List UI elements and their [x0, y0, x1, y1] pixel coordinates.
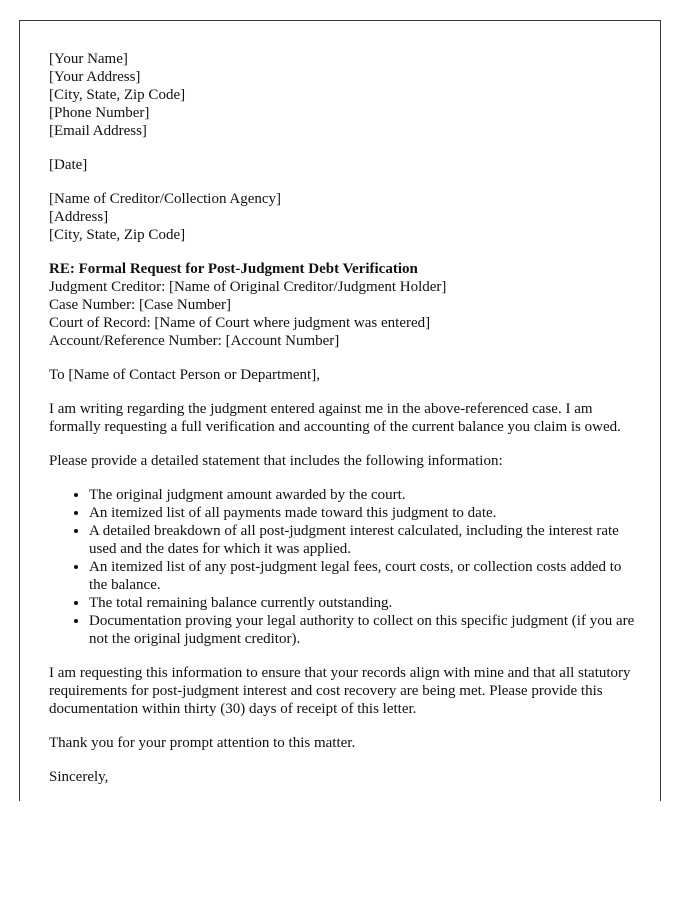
recipient-city-state-zip: [City, State, Zip Code] [49, 227, 186, 243]
sender-address: [Your Address] [49, 69, 141, 85]
list-item: • An itemized list of all payments made toward this judgment to date. [89, 504, 639, 522]
list-item: • The total remaining balance currently outstanding. [89, 594, 639, 612]
sender-city-state-zip: [City, State, Zip Code] [49, 87, 186, 103]
sender-block [49, 50, 639, 140]
date-block [49, 156, 639, 174]
recipient-block [49, 190, 639, 244]
list-intro-paragraph: Please provide a detailed statement that includes the following information: [49, 453, 503, 469]
intro-paragraph: I am writing regarding the judgment entered against me in the above-referenced case. I am formally requesting a full verification and accounting of the current balance you claim is owed. [49, 401, 621, 435]
list-item: • An itemized list of any post-judgment legal fees, court costs, or collection costs added to the balance. [89, 558, 639, 594]
court-of-record: Court of Record: [Name of Court where judgment was entered] [49, 315, 431, 331]
reference-block [49, 260, 639, 350]
closing: Sincerely, [49, 769, 109, 785]
sender-name: [Your Name] [49, 51, 128, 67]
recipient-address: [Address] [49, 209, 109, 225]
recipient-name: [Name of Creditor/Collection Agency] [49, 191, 282, 207]
list-item: • Documentation proving your legal authority to collect on this specific judgment (if you are not the original judgment creditor). [89, 612, 639, 648]
list-item: • The original judgment amount awarded by the court. [89, 486, 639, 504]
requested-items-list [49, 486, 639, 648]
letter-page [19, 20, 661, 801]
re-line: RE: Formal Request for Post-Judgment Debt Verification [49, 261, 418, 277]
sender-email: [Email Address] [49, 123, 147, 139]
case-number: Case Number: [Case Number] [49, 297, 232, 313]
account-number: Account/Reference Number: [Account Number] [49, 333, 340, 349]
salutation: To [Name of Contact Person or Department], [49, 367, 320, 383]
letter-content [49, 50, 639, 801]
thanks-paragraph: Thank you for your prompt attention to this matter. [49, 735, 356, 751]
list-item: • A detailed breakdown of all post-judgment interest calculated, including the interest rate used and the dates for which it was applied. [89, 522, 639, 558]
judgment-creditor: Judgment Creditor: [Name of Original Creditor/Judgment Holder] [49, 279, 447, 295]
letter-date: [Date] [49, 157, 88, 173]
sender-phone: [Phone Number] [49, 105, 150, 121]
request-paragraph: I am requesting this information to ensure that your records align with mine and that all statutory requirements for post-judgment interest and cost recovery are being met. Please provide this documentation within thirty (30) days of receipt of this letter. [49, 665, 631, 717]
